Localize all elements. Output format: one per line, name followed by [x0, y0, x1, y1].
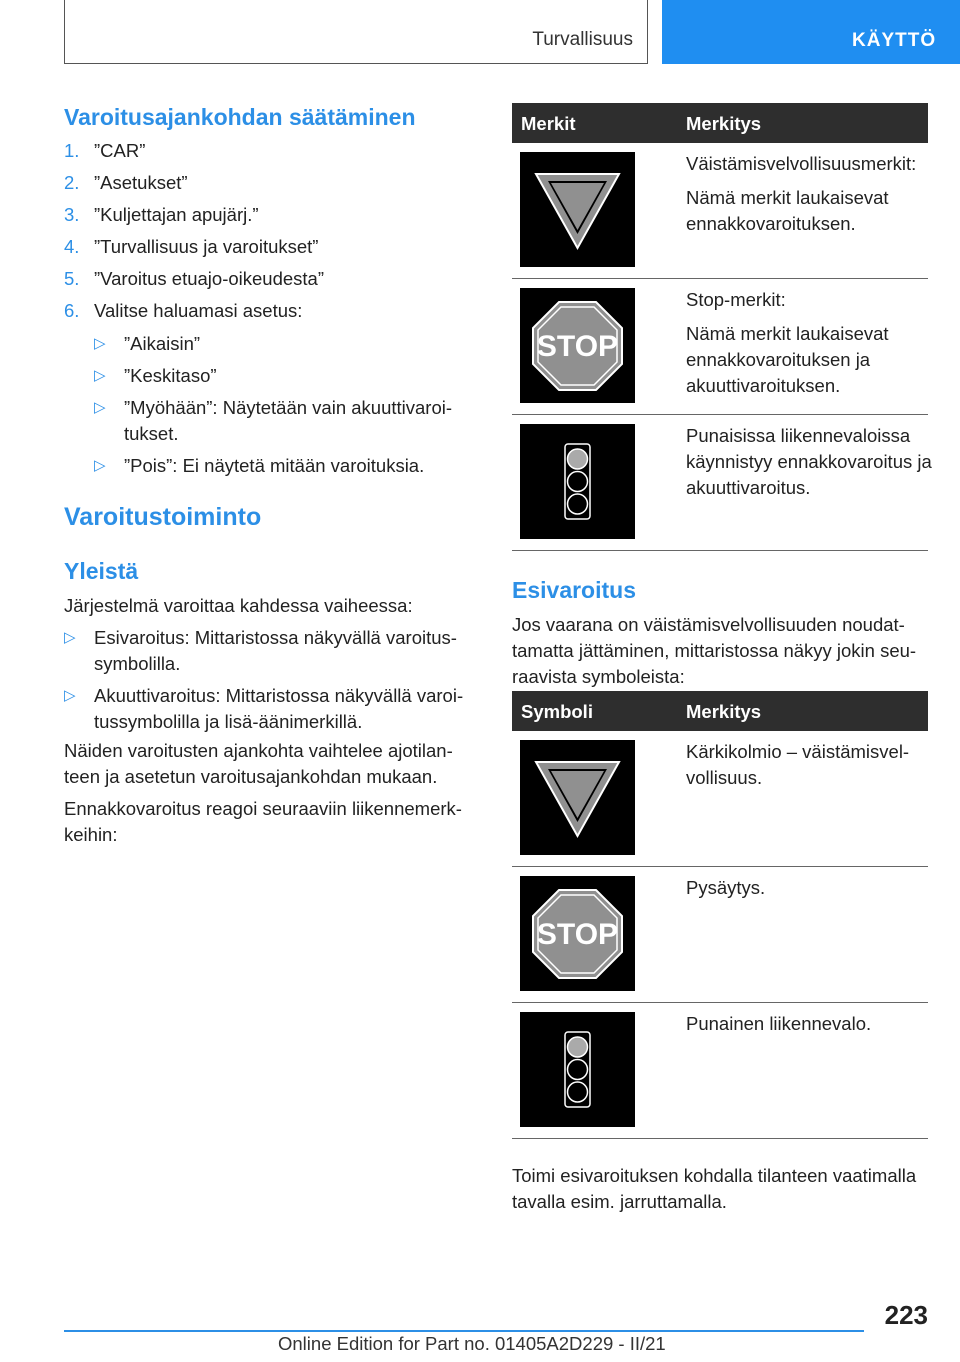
table-row [512, 279, 928, 415]
bullet-triangle-icon: ▷ [64, 687, 76, 704]
cell-title: Punainen liikennevalo. [686, 1013, 872, 1034]
table-header [512, 691, 928, 731]
table-row [512, 143, 928, 279]
header-section-tab [64, 0, 648, 64]
yield-sign-icon [520, 740, 635, 855]
cell-title: Pysäytys. [686, 877, 766, 898]
page-number: 223 [884, 1300, 928, 1330]
column-header: Merkitys [686, 701, 762, 722]
header-chapter-title: KÄYTTÖ [852, 30, 937, 51]
yield-sign-icon [520, 152, 635, 267]
table-row [512, 731, 928, 867]
column-header: Merkitys [686, 113, 762, 134]
footer-edition: Online Edition for Part no. 01405A2D229 - II/21 [278, 1333, 666, 1354]
bullet-triangle-icon: ▷ [94, 367, 106, 384]
cell-title: Väistämisvelvollisuusmerkit: [686, 153, 917, 174]
heading-pre-warning: Esivaroitus [512, 577, 636, 603]
traffic-light-icon [520, 1012, 635, 1127]
table-row [512, 1003, 928, 1139]
cell-title: Stop-merkit: [686, 289, 786, 310]
cell-desc: Nämä merkit laukaisevat ennakkovaroituksen. [686, 187, 889, 234]
table-row [512, 415, 932, 551]
paragraph: Ennakkovaroitus reagoi seuraaviin liikennemerk-keihin: [64, 798, 462, 845]
cell-title: Punaisissa liikennevaloissa käynnistyy ennakkovaroitus ja akuuttivaroitus. [686, 425, 932, 498]
heading-warning-timing: Varoitusajankohdan säätäminen [64, 104, 416, 130]
svg-text:STOP: STOP [536, 330, 619, 363]
intro-text: Järjestelmä varoittaa kahdessa vaiheessa: [64, 595, 413, 616]
cell-title: Kärkikolmio – väistämisvel-vollisuus. [686, 741, 910, 788]
bullet-triangle-icon: ▷ [94, 399, 106, 416]
pre-warning-text: Jos vaarana on väistämisvelvollisuuden noudat-tamatta jättäminen, mittaristossa näkyy jokin seu-raavista symboleista: [512, 614, 917, 687]
column-header: Symboli [521, 701, 593, 722]
heading-warning-function: Varoitustoiminto [64, 503, 262, 531]
table-header [512, 103, 928, 143]
stop-sign-icon [520, 876, 635, 991]
paragraph: Näiden varoitusten ajankohta vaihtelee ajotilan-teen ja asetetun varoitusajankohdan mukaan. [64, 740, 453, 787]
footer-divider [64, 1330, 864, 1332]
bullet-triangle-icon: ▷ [94, 335, 106, 352]
cell-desc: Nämä merkit laukaisevat ennakkovaroituksen ja akuuttivaroituksen. [686, 323, 889, 396]
stop-sign-icon [520, 288, 635, 403]
svg-text:STOP: STOP [536, 918, 619, 951]
header-section-title: Turvallisuus [532, 29, 633, 50]
heading-general: Yleistä [64, 558, 139, 584]
bullet-triangle-icon: ▷ [64, 629, 76, 646]
column-header: Merkit [521, 113, 576, 134]
closing-text: Toimi esivaroituksen kohdalla tilanteen vaatimalla tavalla esim. jarruttamalla. [512, 1165, 917, 1212]
traffic-light-icon [520, 424, 635, 539]
bullet-triangle-icon: ▷ [94, 457, 106, 474]
table-row [512, 867, 928, 1003]
header-chapter-tab [662, 0, 960, 64]
